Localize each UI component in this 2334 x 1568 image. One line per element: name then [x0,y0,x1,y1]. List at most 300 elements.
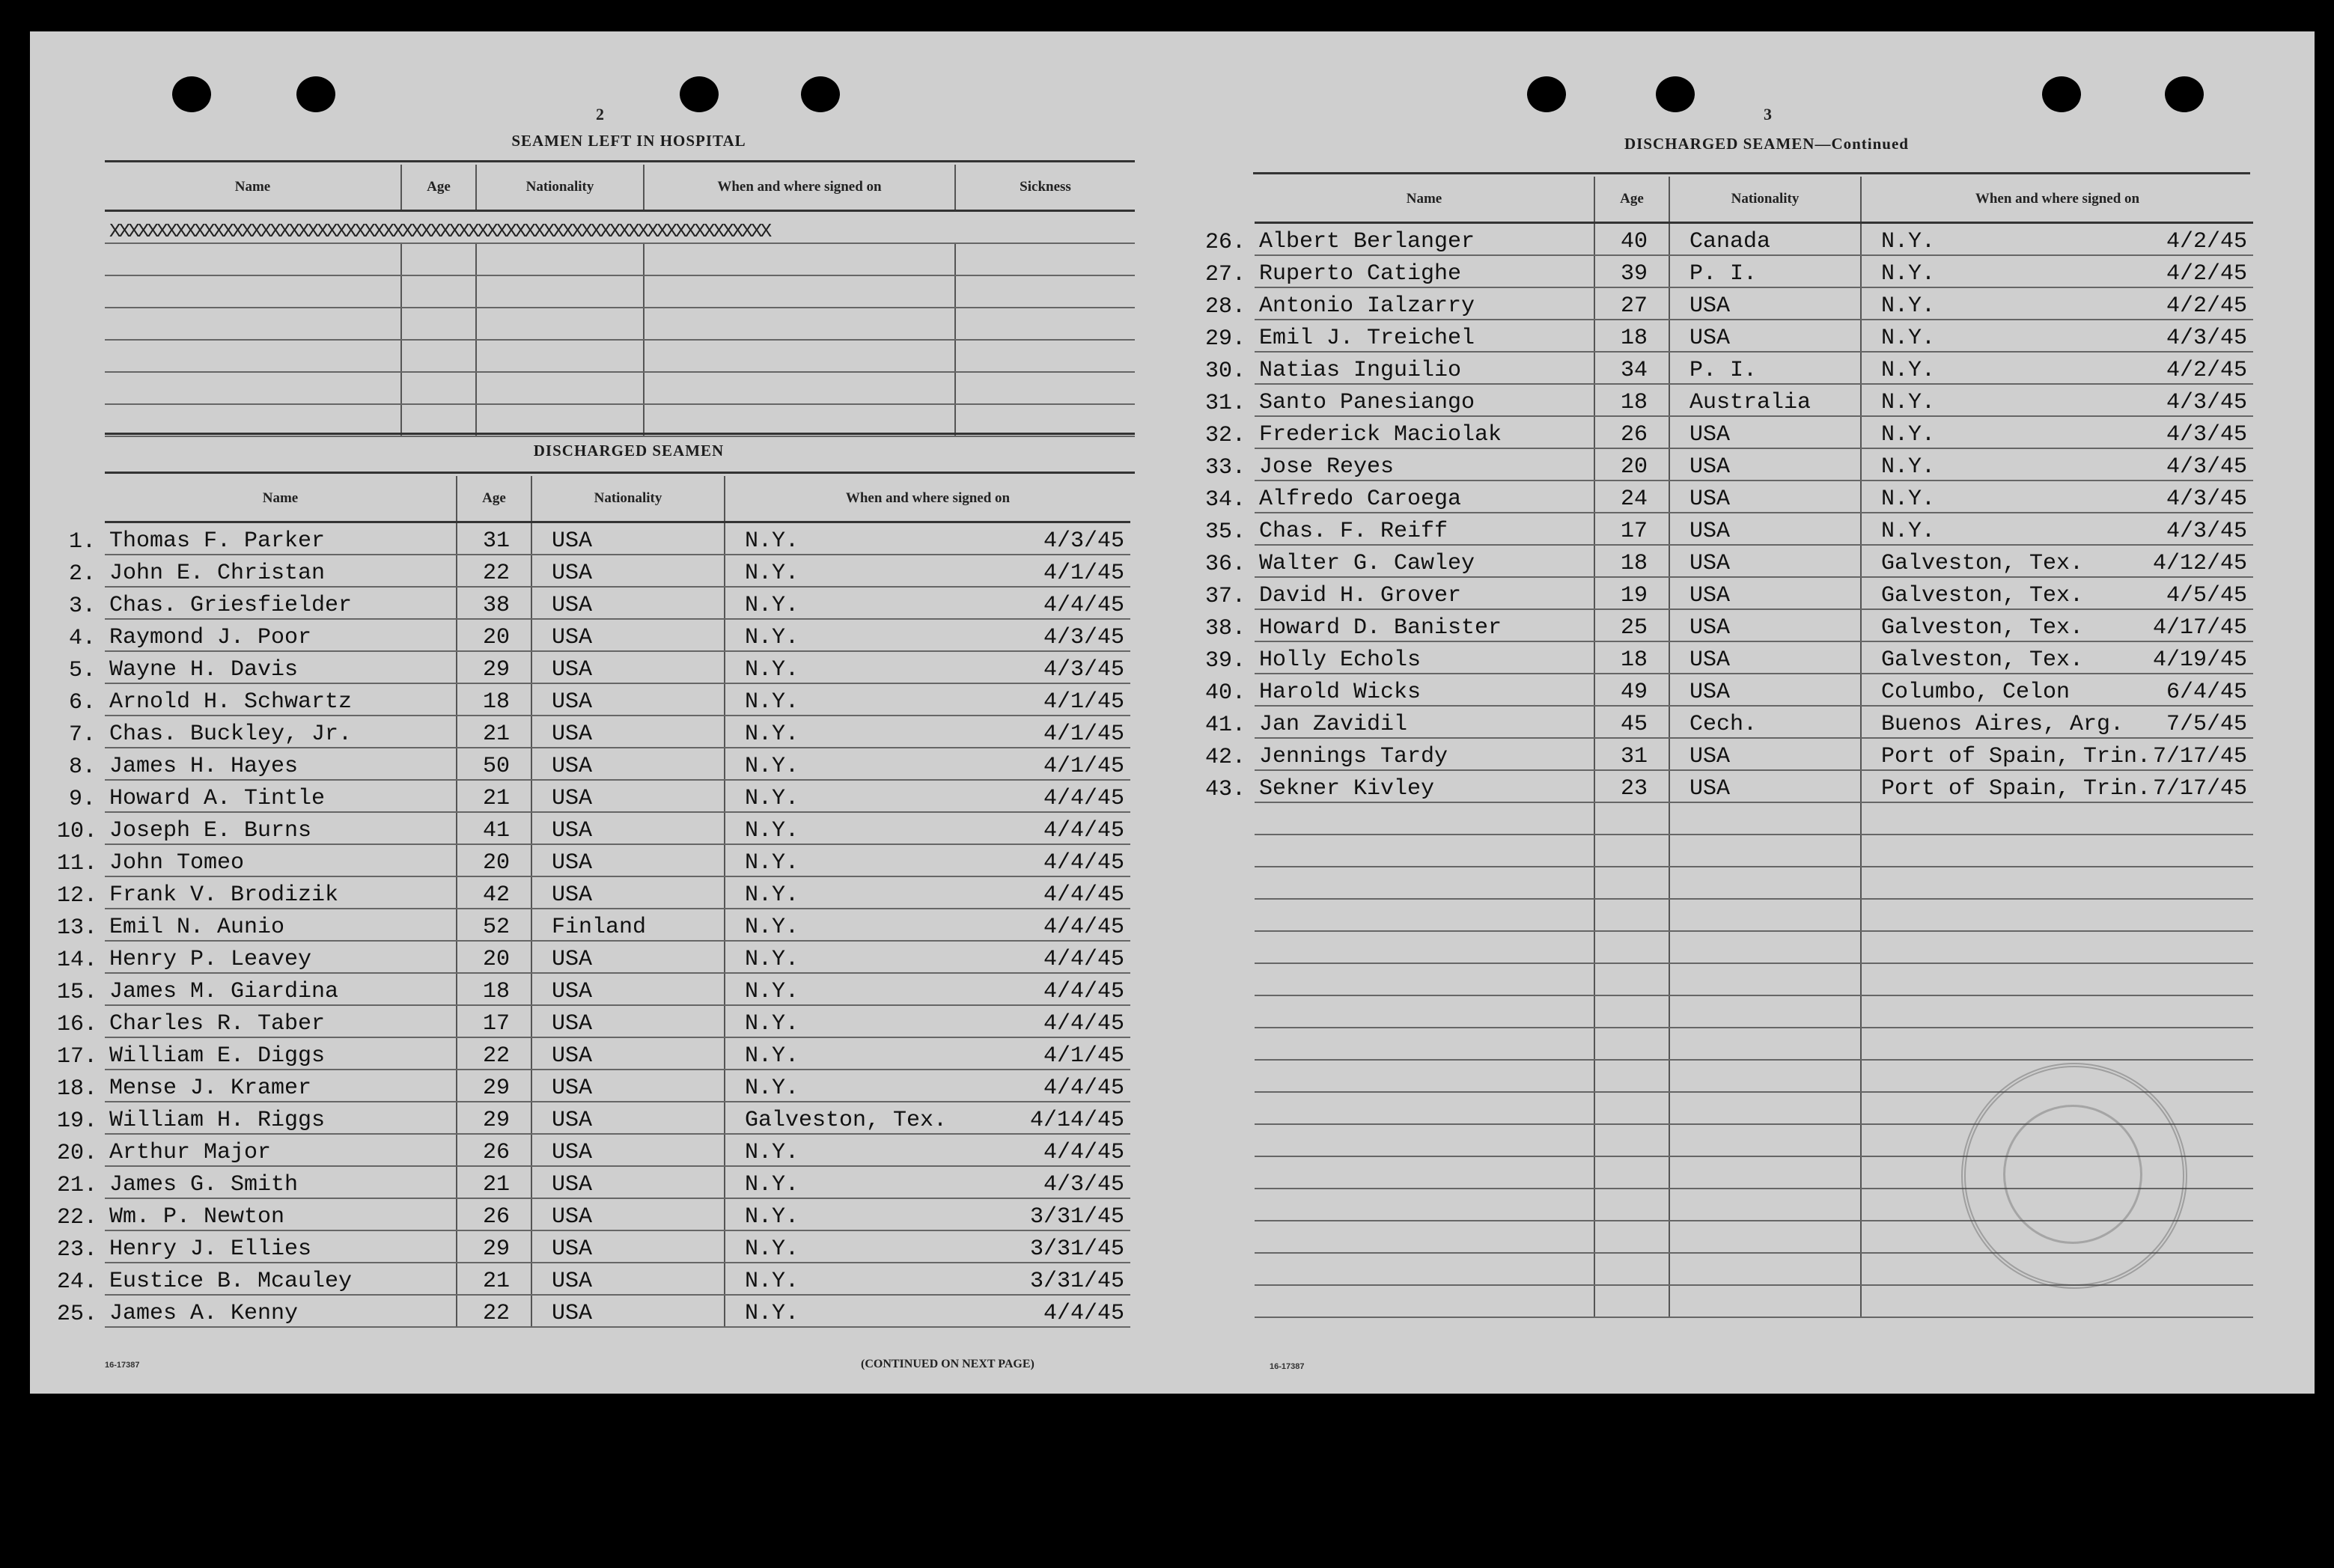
signed-on-cell [725,619,1130,651]
signed-on-cell [725,1005,1130,1037]
signed-on-cell [1861,641,2253,674]
signed-on-date: 4/17/45 [2152,615,2247,641]
blank-cell [105,275,401,308]
blank-cell [644,340,955,372]
signed-on-place: N.Y. [745,979,799,1004]
signed-on-place: N.Y. [1881,422,1936,448]
seaman-row [52,651,1130,683]
seaman-name: Mense J. Kramer [105,1070,457,1102]
signed-on-date: 4/3/45 [1043,625,1124,650]
seaman-nationality: USA [1669,641,1861,674]
seaman-row [52,1198,1130,1230]
row-number: 21. [57,1173,98,1198]
row-number: 23. [57,1237,98,1263]
blank-cell [1255,1060,1594,1092]
blank-cell [105,372,401,404]
seaman-nationality: USA [531,1102,725,1134]
blank-cell [1669,931,1861,963]
blank-cell [644,275,955,308]
signed-on-date: 4/3/45 [2166,486,2247,512]
blank-cell [1861,1285,2253,1317]
blank-cell [644,308,955,340]
seaman-name: Arthur Major [105,1134,457,1166]
seaman-row [1198,674,2253,706]
row-number: 32. [1204,423,1246,448]
blank-row [1198,802,2253,835]
signed-on-cell [725,973,1130,1005]
blank-cell [1255,899,1594,931]
seaman-age: 29 [457,1070,531,1102]
blank-cell [1861,867,2253,899]
signed-on-place: Port of Spain, Trin. [1881,776,2151,802]
seaman-name: Emil J. Treichel [1255,320,1594,352]
blank-cell [1669,1253,1861,1285]
signed-on-cell [1861,255,2253,287]
seaman-name: Howard A. Tintle [105,780,457,812]
seaman-row [1198,448,2253,481]
seaman-row [1198,223,2253,256]
seaman-row [52,683,1130,716]
seaman-row [52,941,1130,973]
signed-on-place: N.Y. [745,1172,799,1198]
seaman-age: 20 [1594,448,1669,481]
row-number: 33. [1204,455,1246,481]
blank-cell [401,340,476,372]
blank-cell [1861,963,2253,995]
blank-row [105,243,1135,275]
seaman-name: Alfredo Caroega [1255,481,1594,513]
seaman-nationality: USA [531,587,725,619]
seaman-age: 21 [457,716,531,748]
seaman-age: 21 [457,780,531,812]
signed-on-date: 4/5/45 [2166,583,2247,608]
seaman-age: 45 [1594,706,1669,738]
blank-cell [1669,802,1861,835]
discharged-section-title: DISCHARGED SEAMEN [533,442,725,460]
seaman-name: Joseph E. Burns [105,812,457,844]
signed-on-date: 7/5/45 [2166,712,2247,737]
seaman-row [1198,738,2253,770]
row-number: 39. [1204,648,1246,674]
seaman-name: William H. Riggs [105,1102,457,1134]
column-header: Age [457,476,531,522]
signed-on-place: Galveston, Tex. [1881,583,2084,608]
row-number: 17. [57,1044,98,1070]
seaman-name: Walter G. Cawley [1255,545,1594,577]
seaman-row [52,844,1130,876]
row-number: 3. [68,594,96,619]
signed-on-date: 4/3/45 [2166,422,2247,448]
seaman-row [52,522,1130,555]
blank-cell [476,275,644,308]
signed-on-cell [725,812,1130,844]
seaman-age: 26 [1594,416,1669,448]
blank-cell [1198,802,1255,835]
signed-on-place: Columbo, Celon [1881,680,2071,705]
blank-cell [1669,867,1861,899]
seaman-nationality: USA [531,941,725,973]
signed-on-cell [725,1166,1130,1198]
signed-on-cell [725,1134,1130,1166]
seaman-nationality: USA [531,812,725,844]
seaman-nationality: P. I. [1669,352,1861,384]
blank-cell [1255,835,1594,867]
seaman-nationality: USA [531,748,725,780]
seaman-name: William E. Diggs [105,1037,457,1070]
row-number: 22. [57,1205,98,1230]
row-number: 37. [1204,584,1246,609]
seaman-row [1198,513,2253,545]
signed-on-cell [1861,545,2253,577]
seaman-nationality: USA [1669,287,1861,320]
signed-on-date: 4/2/45 [2166,293,2247,319]
seaman-age: 40 [1594,223,1669,256]
blank-row [1198,1028,2253,1060]
signed-on-cell [725,522,1130,555]
seaman-age: 23 [1594,770,1669,802]
seaman-name: Wm. P. Newton [105,1198,457,1230]
blank-cell [1594,1060,1669,1092]
seaman-nationality: USA [1669,513,1861,545]
seaman-name: Emil N. Aunio [105,909,457,941]
signed-on-date: 4/4/45 [1043,1076,1124,1101]
signed-on-date: 4/3/45 [1043,657,1124,683]
signed-on-place: N.Y. [745,754,799,779]
seaman-nationality: USA [531,555,725,587]
row-number: 27. [1204,262,1246,287]
blank-cell [1861,802,2253,835]
seaman-row [1198,287,2253,320]
blank-cell [1594,1124,1669,1156]
seaman-name: Albert Berlanger [1255,223,1594,256]
seaman-age: 49 [1594,674,1669,706]
seaman-nationality: USA [1669,738,1861,770]
column-header: Name [105,476,457,522]
blank-cell [1594,1156,1669,1189]
blank-row [105,404,1135,436]
blank-cell [1255,802,1594,835]
signed-on-cell [1861,448,2253,481]
blank-cell [401,404,476,436]
signed-on-place: Buenos Aires, Arg. [1881,712,2124,737]
row-number: 24. [57,1269,98,1295]
blank-cell [1861,931,2253,963]
blank-row [1198,931,2253,963]
signed-on-place: N.Y. [1881,486,1936,512]
seaman-age: 17 [457,1005,531,1037]
right-page [1198,31,2315,1394]
signed-on-date: 4/1/45 [1043,722,1124,747]
blank-cell [1669,1156,1861,1189]
signed-on-date: 4/4/45 [1043,979,1124,1004]
row-number: 13. [57,915,98,941]
signed-on-cell [1861,223,2253,256]
signed-on-place: N.Y. [745,722,799,747]
column-header: Sickness [955,165,1135,211]
blank-row [105,372,1135,404]
blank-cell [1594,1221,1669,1253]
signed-on-cell [725,1037,1130,1070]
blank-cell [1198,963,1255,995]
blank-cell [955,243,1135,275]
signed-on-cell [1861,609,2253,641]
signed-on-place: N.Y. [745,1204,799,1230]
row-number: 8. [68,754,96,780]
signed-on-place: N.Y. [745,1140,799,1165]
continued-note: (CONTINUED ON NEXT PAGE) [861,1358,1035,1370]
signed-on-cell [725,651,1130,683]
column-header: Name [1255,177,1594,223]
hospital-table [105,165,1135,437]
blank-row [1198,835,2253,867]
seaman-age: 29 [457,1230,531,1263]
signed-on-date: 4/1/45 [1043,754,1124,779]
seaman-nationality: USA [531,1166,725,1198]
seaman-row [52,1037,1130,1070]
blank-cell [955,275,1135,308]
blank-cell [1198,1092,1255,1124]
signed-on-date: 4/3/45 [2166,454,2247,480]
seaman-age: 27 [1594,287,1669,320]
seaman-age: 18 [1594,320,1669,352]
signed-on-date: 4/1/45 [1043,1043,1124,1069]
blank-cell [1255,1028,1594,1060]
seaman-nationality: USA [1669,674,1861,706]
seaman-nationality: USA [531,1295,725,1327]
signed-on-cell [725,1102,1130,1134]
blank-cell [1669,1124,1861,1156]
signed-on-date: 4/3/45 [1043,528,1124,554]
seaman-nationality: USA [531,619,725,651]
seaman-age: 29 [457,1102,531,1134]
row-number: 6. [68,690,96,716]
signed-on-cell [725,1230,1130,1263]
seaman-nationality: USA [531,1037,725,1070]
blank-cell [105,404,401,436]
blank-row [105,340,1135,372]
row-number: 25. [57,1302,98,1327]
seaman-row [52,555,1130,587]
signed-on-date: 4/12/45 [2152,551,2247,576]
seaman-nationality: USA [1669,545,1861,577]
row-number: 15. [57,980,98,1005]
signed-on-date: 4/4/45 [1043,1140,1124,1165]
blank-cell [401,243,476,275]
blank-cell [1594,899,1669,931]
seaman-name: Natias Inguilio [1255,352,1594,384]
blank-cell [1255,963,1594,995]
blank-cell [1594,835,1669,867]
signed-on-date: 4/1/45 [1043,561,1124,586]
seaman-row [52,973,1130,1005]
seaman-nationality: Australia [1669,384,1861,416]
form-number: 16-17387 [105,1361,140,1370]
blank-cell [1594,931,1669,963]
row-number: 10. [57,819,98,844]
signed-on-cell [725,941,1130,973]
blank-cell [1198,995,1255,1028]
seaman-nationality: USA [1669,448,1861,481]
seaman-name: Harold Wicks [1255,674,1594,706]
seaman-age: 42 [457,876,531,909]
seaman-name: Chas. Griesfielder [105,587,457,619]
column-header: Age [1594,177,1669,223]
signed-on-date: 3/31/45 [1029,1269,1124,1294]
seaman-nationality: Canada [1669,223,1861,256]
blank-cell [1669,1028,1861,1060]
signed-on-cell [1861,320,2253,352]
column-header: When and where signed on [1861,177,2253,223]
column-header: Age [401,165,476,211]
seaman-name: Holly Echols [1255,641,1594,674]
row-number: 11. [57,851,98,876]
signed-on-cell [725,909,1130,941]
seaman-age: 20 [457,619,531,651]
signed-on-cell [725,1198,1130,1230]
signed-on-place: N.Y. [1881,326,1936,351]
seaman-name: Jose Reyes [1255,448,1594,481]
blank-cell [1255,931,1594,963]
column-header: When and where signed on [725,476,1130,522]
seaman-age: 18 [457,973,531,1005]
signed-on-cell [1861,287,2253,320]
blank-cell [1594,1189,1669,1221]
signed-on-date: 4/2/45 [2166,261,2247,287]
seaman-age: 24 [1594,481,1669,513]
seaman-row [52,1102,1130,1134]
seaman-name: Ruperto Catighe [1255,255,1594,287]
signed-on-date: 4/2/45 [2166,358,2247,383]
column-header: Nationality [531,476,725,522]
signed-on-place: Galveston, Tex. [745,1108,948,1133]
signed-on-place: N.Y. [745,689,799,715]
seaman-row [1198,416,2253,448]
blank-cell [1198,931,1255,963]
seaman-age: 38 [457,587,531,619]
signed-on-place: N.Y. [1881,519,1936,544]
signed-on-place: N.Y. [745,786,799,811]
signed-on-cell [1861,674,2253,706]
blank-cell [1198,1221,1255,1253]
blank-row [1198,899,2253,931]
seaman-row [1198,545,2253,577]
blank-cell [1198,867,1255,899]
seaman-name: Antonio Ialzarry [1255,287,1594,320]
signed-on-cell [725,1070,1130,1102]
seaman-row [1198,609,2253,641]
signed-on-date: 4/1/45 [1043,689,1124,715]
signed-on-place: N.Y. [745,561,799,586]
seaman-nationality: USA [531,651,725,683]
section-rule [105,433,1135,435]
signed-on-cell [725,1295,1130,1327]
blank-cell [1861,995,2253,1028]
seaman-nationality: USA [531,522,725,555]
blank-cell [1594,1253,1669,1285]
signed-on-place: N.Y. [1881,390,1936,415]
hospital-section-title: SEAMEN LEFT IN HOSPITAL [511,132,746,150]
seaman-name: Frederick Maciolak [1255,416,1594,448]
seaman-age: 18 [457,683,531,716]
blank-cell [1669,835,1861,867]
seaman-row [52,619,1130,651]
seaman-name: James G. Smith [105,1166,457,1198]
seaman-name: Wayne H. Davis [105,651,457,683]
page-number: 3 [1764,105,1772,123]
seaman-age: 17 [1594,513,1669,545]
signed-on-date: 3/31/45 [1029,1204,1124,1230]
signed-on-date: 4/19/45 [2152,647,2247,673]
blank-cell [955,308,1135,340]
blank-cell [955,372,1135,404]
row-number: 7. [68,722,96,748]
blank-cell [476,340,644,372]
row-number: 4. [68,626,96,651]
official-stamp [1961,1063,2187,1289]
seaman-age: 18 [1594,545,1669,577]
row-number: 5. [68,658,96,683]
blank-cell [1669,1060,1861,1092]
row-number: 28. [1204,294,1246,320]
row-number: 34. [1204,487,1246,513]
seaman-name: Charles R. Taber [105,1005,457,1037]
seaman-name: Henry P. Leavey [105,941,457,973]
seaman-nationality: USA [531,844,725,876]
signed-on-place: N.Y. [745,625,799,650]
signed-on-place: N.Y. [745,1043,799,1069]
ledger-sheet [30,31,2315,1394]
signed-on-date: 4/4/45 [1043,1011,1124,1037]
blank-cell [955,404,1135,436]
section-rule [105,160,1135,162]
signed-on-cell [725,780,1130,812]
seaman-row [1198,481,2253,513]
page-number: 2 [596,105,604,123]
blank-cell [1594,963,1669,995]
seaman-age: 21 [457,1263,531,1295]
blank-cell [1861,899,2253,931]
seaman-nationality: Finland [531,909,725,941]
signed-on-date: 4/3/45 [2166,326,2247,351]
seaman-age: 39 [1594,255,1669,287]
seaman-row [52,1295,1130,1327]
signed-on-place: Galveston, Tex. [1881,615,2084,641]
section-rule [1253,172,2250,174]
signed-on-cell [1861,738,2253,770]
row-number: 14. [57,948,98,973]
signed-on-place: N.Y. [745,818,799,844]
signed-on-cell [1861,384,2253,416]
signed-on-date: 4/4/45 [1043,915,1124,940]
signed-on-cell [725,1263,1130,1295]
signed-on-place: N.Y. [745,1301,799,1326]
blank-cell [1669,995,1861,1028]
seaman-row [1198,577,2253,609]
row-number: 36. [1204,552,1246,577]
blank-cell [1861,1028,2253,1060]
seaman-nationality: USA [1669,320,1861,352]
seaman-nationality: P. I. [1669,255,1861,287]
blank-cell [1255,1285,1594,1317]
row-number: 35. [1204,519,1246,545]
signed-on-place: N.Y. [1881,261,1936,287]
signed-on-date: 4/3/45 [2166,519,2247,544]
seaman-row [1198,384,2253,416]
seaman-age: 18 [1594,641,1669,674]
seaman-nationality: USA [1669,577,1861,609]
row-number: 19. [57,1108,98,1134]
blank-cell [1594,867,1669,899]
